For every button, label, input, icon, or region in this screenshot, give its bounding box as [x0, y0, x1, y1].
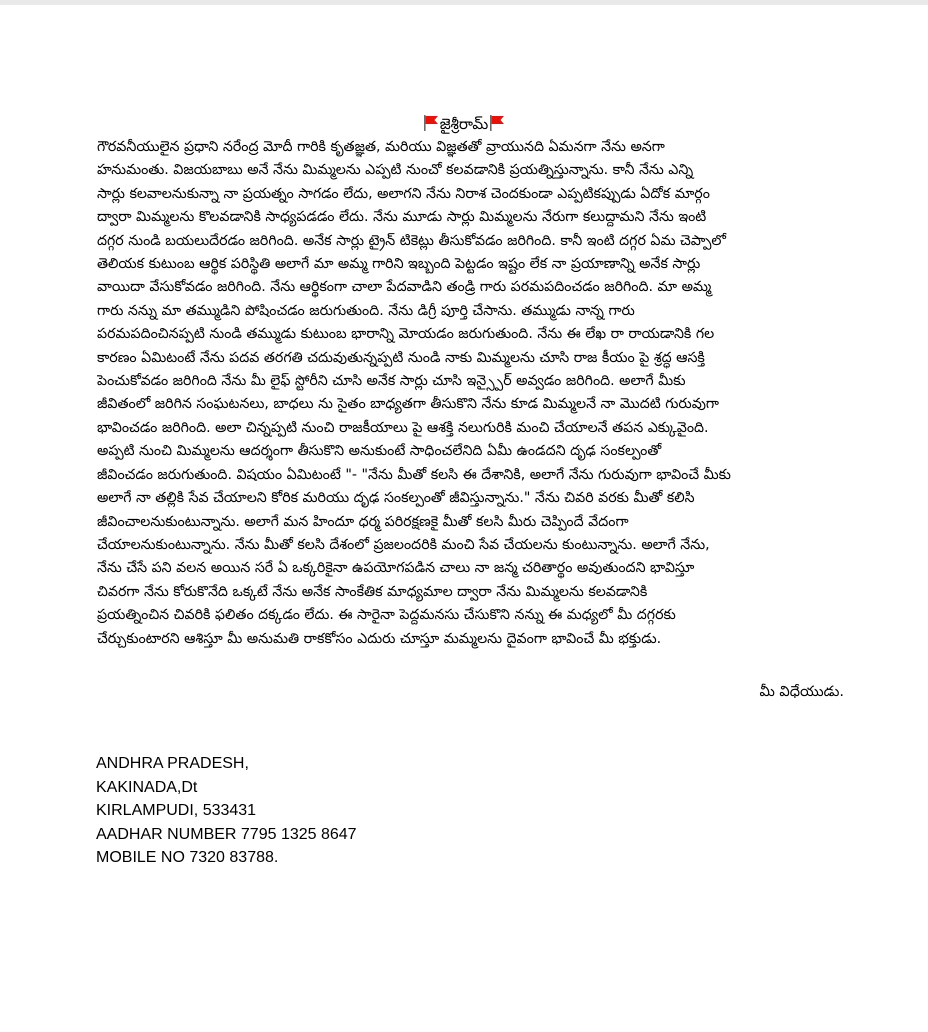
letter-line: కారణం ఏమిటంటే నేను పదవ తరగతి చదువుతున్నప్పటి నుండి నాకు మిమ్మలను చూసి రాజ కీయం పై శ్రద్ధ ఆసక్తి	[97, 349, 705, 366]
letter-body	[97, 136, 859, 651]
letter-line: నేను చేసే పని వలన అయిన సరే ఏ ఒక్కరికైనా ఉపయోగపడిన చాలు నా జన్మ చరితార్థం అవుతుందని భావిస్తూ	[97, 560, 695, 577]
letter-line: వాయిదా వేసుకోవడం జరిగింది. నేను ఆర్థికంగా చాలా పేదవాడిని తండ్రి గారు పరమపదించడం జరిగింది. మా అమ్మ	[97, 279, 712, 296]
address-aadhar: AADHAR NUMBER 7795 1325 8647	[96, 825, 357, 843]
letter-line: అలాగే నా తల్లికి సేవ చేయాలని కోరిక మరియు దృఢ సంకల్పంతో జీవిస్తున్నాను." నేను చివరి వరకు మీతో కలిసి	[97, 490, 695, 507]
letter-line: గారు నన్ను మా తమ్ముడిని పోషించడం జరుగుతుంది. నేను డిగ్రీ పూర్తి చేసాను. తమ్ముడు నాన్న గారు	[97, 302, 635, 319]
letter-line: పరమపదించినప్పటి నుండి తమ్ముడు కుటుంబ భారాన్ని మోయడం జరుగుతుంది. నేను ఈ లేఖ రా రాయడానికి గల	[97, 326, 715, 343]
letter-line: జీవించాలనుకుంటున్నాను. అలాగే మన హిందూ ధర్మ పరిరక్షణకై మీతో కలసి మీరు చెప్పిందే వేదంగా	[97, 513, 629, 530]
letter-line: దగ్గర నుండి బయలుదేరడం జరిగింది. అనేక సార్లు ట్రైన్ టికెట్లు తీసుకోవడం జరిగింది. కానీ ఇంటి దగ్గర ఏమ చెప్పాలో	[97, 232, 727, 249]
letter-line: జీవించడం జరుగుతుంది. విషయం ఏమిటంటే "- "నేను మీతో కలసి ఈ దేశానికి, అలాగే నేను గురువుగా భావించే మీకు	[97, 466, 731, 483]
flag-icon	[488, 114, 506, 132]
letter-title	[0, 113, 928, 135]
letter-line: జీవితంలో జరిగిన సంఘటనలు, బాధలు ను సైతం బాధ్యతగా తీసుకొని నేను కూడ మిమ్మలనే నా మొదటి గురువుగా	[97, 396, 719, 413]
letter-line: సార్లు కలవాలనుకున్నా నా ప్రయత్నం సాగడం లేదు, అలాగని నేను నిరాశ చెందకుండా ఎప్పటికప్పుడు ఏదోక మార్గం	[97, 185, 710, 202]
letter-line: భావించడం జరిగింది. అలా చిన్నప్పటి నుంచి రాజకీయాలు పై ఆశక్తి నలుగురికి మంచి చేయాలనే తపన ఎక్కువైంది.	[97, 419, 709, 436]
letter-line: హనుమంతు. విజయబాబు అనే నేను మిమ్మలను ఎప్పటి నుంచో కలవడానికి ప్రయత్నిస్తున్నాను. కానీ నేను ఎన్ని	[97, 162, 694, 179]
address-mobile: MOBILE NO 7320 83788.	[96, 849, 279, 866]
letter-line: పెంచుకోవడం జరిగింది నేను మీ లైఫ్ స్టోరీని చూసి అనేక సార్లు చూసి ఇన్స్పైర్ అవ్వడం జరిగింది. అలాగే మీకు	[97, 373, 686, 390]
letter-line: చేర్చుకుంటారని ఆశిస్తూ మీ అనుమతి రాకకోసం ఎదురు చూస్తూ మమ్మలను దైవంగా భావించే మీ భక్తుడు.	[97, 630, 662, 647]
letter-line: చేయాలనుకుంటున్నాను. నేను మీతో కలసి దేశంలో ప్రజలందరికి మంచి సేవ చేయలను కుంటున్నాను. అలాగే నేను,	[97, 536, 710, 553]
address-village-pin: KIRLAMPUDI, 533431	[96, 802, 257, 819]
title-text: జైశ్రీరామ్	[439, 115, 489, 133]
address-state: ANDHRA PRADESH,	[96, 755, 249, 772]
letter-line: ప్రయత్నించిన చివరికి ఫలితం దక్కడం లేదు. ఈ సారైనా పెద్దమనసు చేసుకొని నన్ను ఈ మధ్యలో మీ దగ్గరకు	[97, 607, 676, 624]
letter-line: గౌరవనీయులైన ప్రధాని నరేంద్ర మోదీ గారికి కృతజ్ఞత, మరియు విజ్ఞతతో వ్రాయునది ఏమనగా నేను అనగా	[97, 139, 665, 155]
letter-line: చివరగా నేను కోరుకొనేది ఒక్కటే నేను అనేక సాంకేతిక మాధ్యమాల ద్వారా నేను మిమ్మలను కలవడానికి	[97, 583, 648, 600]
sender-address	[96, 752, 357, 870]
flag-icon	[422, 114, 440, 132]
closing-signature: మీ విధేయుడు.	[759, 684, 844, 700]
address-district: KAKINADA,Dt	[96, 778, 198, 796]
letter-line: ద్వారా మిమ్మలను కొలవడానికి సాధ్యపడడం లేదు. నేను మూడు సార్లు మిమ్మలను నేరుగా కలుద్దామని నేను ఇంటి	[97, 209, 707, 226]
letter-line: తెలియక కుటుంబ ఆర్థిక పరిస్థితి అలాగే మా అమ్మ గారిని ఇబ్బంది పెట్టడం ఇష్టం లేక నా ప్రయాణాన్ని అనేక సార్లు	[97, 256, 701, 273]
letter-line: అప్పటి నుంచి మిమ్మలను ఆదర్శంగా తీసుకొని అనుకుంటే సాధించలేనిది ఏమీ ఉండదని దృఢ సంకల్పంతో	[97, 443, 662, 460]
